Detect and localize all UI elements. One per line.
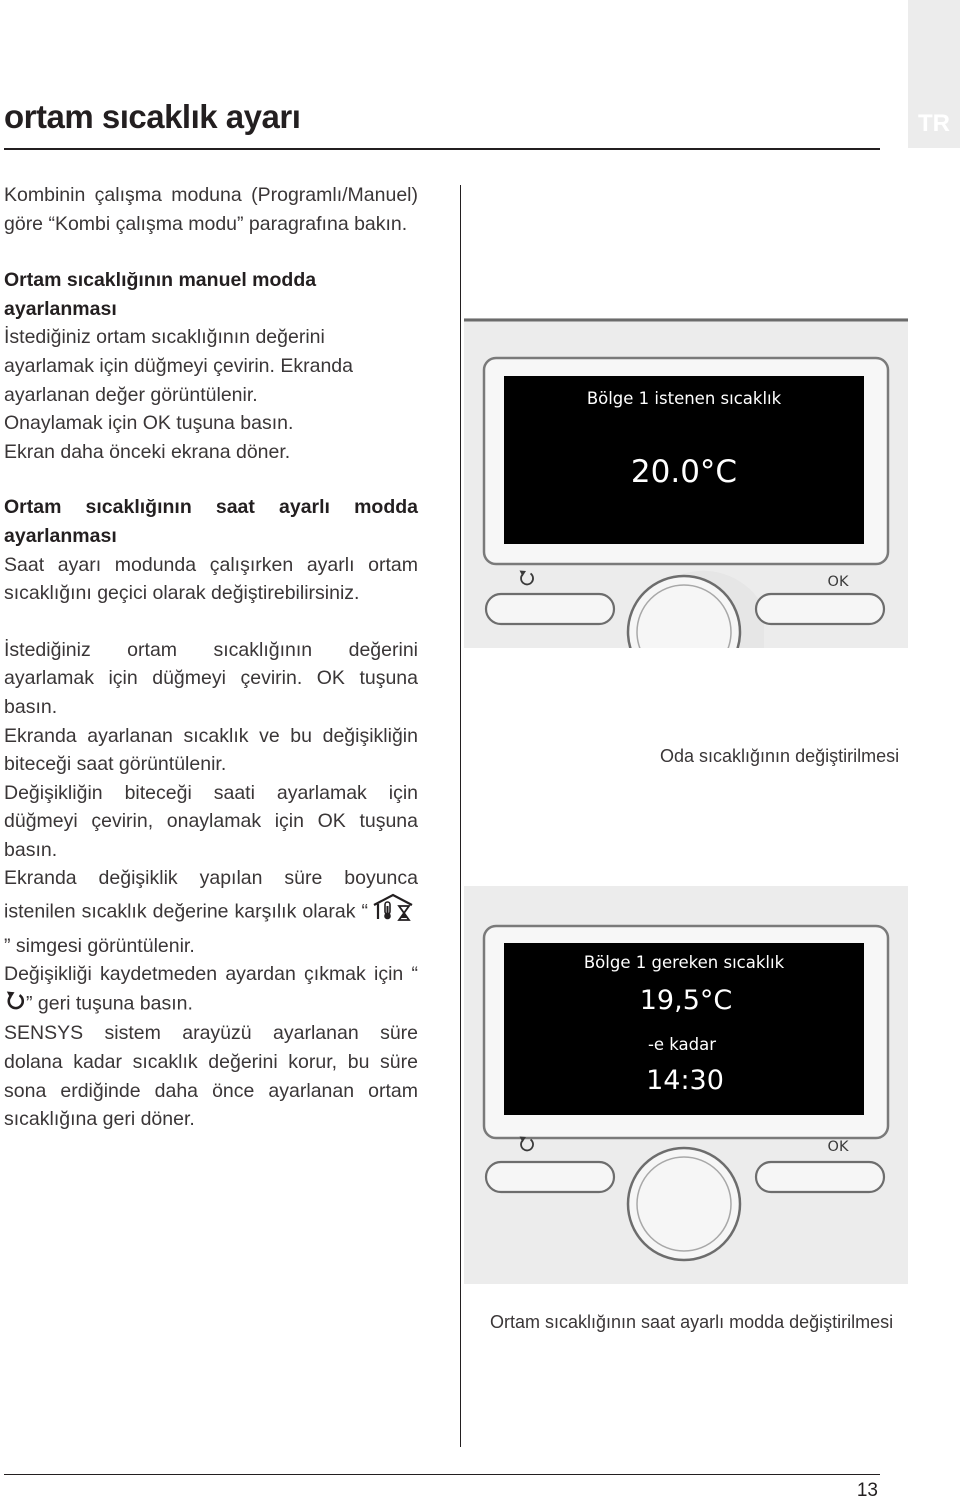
timed-line: Değişikliğin biteceği saati ayarlamak için düğmeyi çevirin, onaylamak için OK tuşuna basın. — [4, 781, 418, 861]
manual-line: İstediğiniz ortam sıcaklığının değerini ayarlamak için düğmeyi çevirin. Ekranda ayarlanan değer görüntülenir. — [4, 326, 353, 406]
until-label: -e kadar — [647, 1035, 717, 1054]
column-divider — [460, 185, 461, 1447]
back-text-before: Değişikliği kaydetmeden ayardan çıkmak için “ — [4, 963, 418, 986]
ok-label: OK — [827, 574, 849, 590]
back-text-after: ” geri tuşuna basın. — [26, 992, 193, 1015]
back-arrow-icon — [4, 989, 26, 1020]
intro-paragraph: Kombinin çalışma moduna (Programlı/Manuel) göre “Kombi çalışma modu” paragrafına bakın. — [4, 184, 418, 235]
ok-label: OK — [827, 1139, 849, 1155]
figure-1-caption: Oda sıcaklığının değiştirilmesi — [660, 746, 900, 766]
house-thermometer-timer-icon — [368, 893, 418, 932]
manual-line: Onaylamak için OK tuşuna basın. — [4, 412, 294, 435]
screen-label: Bölge 1 gereken sıcaklık — [583, 953, 785, 972]
back-paragraph — [4, 960, 418, 1019]
symbol-text-before: Ekranda değişiklik yapılan süre boyunca istenilen sıcaklık değerine karşılık olarak “ — [4, 867, 418, 923]
screen-label: Bölge 1 istenen sıcaklık — [586, 389, 782, 408]
figure-2-caption: Ortam sıcaklığının saat ayarlı modda değiştirilmesi — [490, 1312, 894, 1332]
footer-rule — [4, 1474, 880, 1475]
ok-button[interactable] — [756, 594, 884, 624]
timed-line: İstediğiniz ortam sıcaklığının değerini ayarlamak için düğmeyi çevirin. OK tuşuna basın. — [4, 638, 418, 718]
controller-figure-2 — [464, 886, 908, 1296]
sensys-paragraph: SENSYS sistem arayüzü ayarlanan süre dolana kadar sıcaklık değerini korur, bu süre sona erdiğinde daha önce ayarlanan ortam sıcaklığına geri döner. — [4, 1022, 418, 1131]
manual-heading: Ortam sıcaklığının manuel modda ayarlanması — [4, 269, 317, 320]
manual-line: Ekran daha önceki ekrana döner. — [4, 440, 291, 463]
back-button[interactable] — [486, 1162, 614, 1192]
time-value: 14:30 — [646, 1065, 724, 1096]
left-column — [4, 181, 418, 1134]
rotary-knob[interactable] — [628, 1148, 740, 1260]
controller-figure-1 — [464, 318, 908, 648]
symbol-paragraph — [4, 864, 418, 960]
screen-value: 20.0°C — [630, 454, 738, 490]
screen-value: 19,5°C — [639, 985, 733, 1016]
timed-line: Ekranda ayarlanan sıcaklık ve bu değişikliğin biteceği saat görüntülenir. — [4, 724, 418, 776]
ok-button[interactable] — [756, 1162, 884, 1192]
title-rule — [4, 148, 880, 150]
back-button[interactable] — [486, 594, 614, 624]
page-title: ortam sıcaklık ayarı — [4, 98, 301, 135]
timed-intro: Saat ayarı modunda çalışırken ayarlı ortam sıcaklığını geçici olarak değiştirebilirsiniz. — [4, 553, 418, 605]
language-tab: TR — [908, 0, 960, 148]
symbol-text-after: ” simgesi görüntülenir. — [4, 934, 195, 957]
timed-heading: Ortam sıcaklığının saat ayarlı modda ayarlanması — [4, 496, 418, 547]
page-number: 13 — [856, 1480, 878, 1501]
